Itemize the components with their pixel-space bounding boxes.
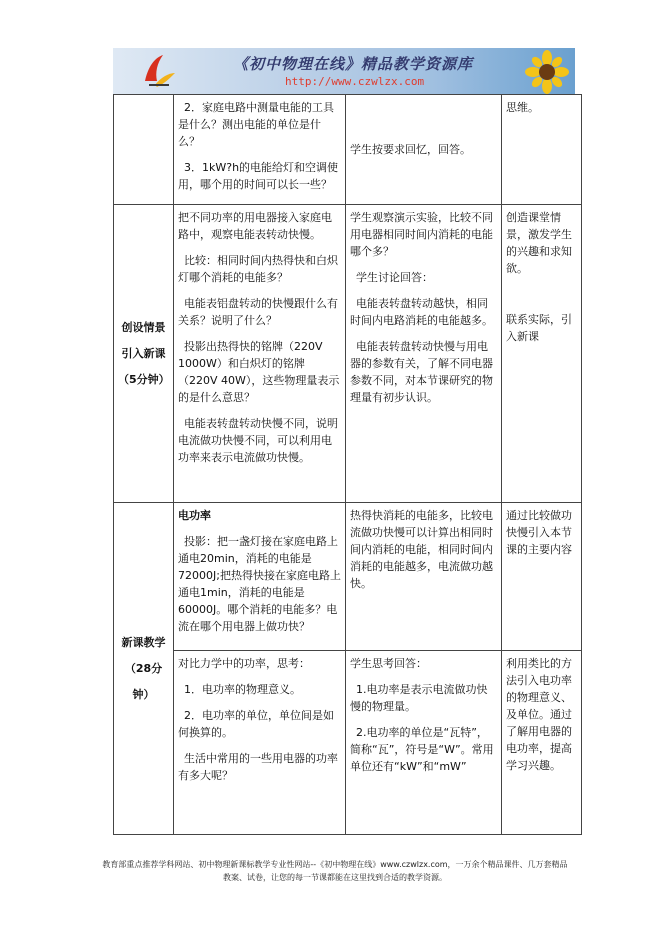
teacher-text: 投影出热得快的铭牌（220V 1000W）和白炽灯的铭牌（220V 40W），这些物理量表示的是什么意思？ <box>178 340 340 404</box>
teacher-text: 电能表转盘转动快慢不同，说明电流做功快慢不同，可以利用电功率来表示电流做功快慢。 <box>178 417 338 464</box>
student-text: 学生思考回答： <box>350 657 427 670</box>
stage-label: 新课教学 <box>121 635 166 649</box>
table-row <box>114 95 582 205</box>
teacher-text: 电能表铝盘转动的快慢跟什么有关系？说明了什么？ <box>178 297 338 327</box>
teacher-text: 2．电功率的单位，单位间是如何换算的。 <box>178 709 334 739</box>
intent-text: 创造课堂情景，激发学生的兴趣和求知欲。 <box>506 211 572 275</box>
table-row <box>114 651 582 835</box>
teacher-text: 对比力学中的功率，思考： <box>178 657 310 670</box>
teacher-activity-cell <box>174 95 346 205</box>
student-text: 学生观察演示实验，比较不同用电器相同时间内消耗的电能哪个多？ <box>350 211 493 258</box>
stage-duration: （5分钟） <box>118 372 170 386</box>
teacher-activity-cell <box>174 205 346 503</box>
site-logo-icon <box>139 51 179 91</box>
stage-cell <box>114 95 174 205</box>
teacher-text: 2．家庭电路中测量电能的工具是什么？测出电能的单位是什么？ <box>178 101 334 148</box>
teacher-text: 生活中常用的一些用电器的功率有多大呢？ <box>178 752 338 782</box>
intent-text: 思维。 <box>506 101 539 114</box>
sunflower-icon <box>525 50 569 94</box>
student-text: 电能表转盘转动快慢与用电器的参数有关，了解不同电器参数不同，对本节课研究的物理量有初步认识。 <box>350 340 493 404</box>
student-text: 2.电功率的单位是“瓦特”，简称“瓦”，符号是“W”。常用单位还有“kW”和“mW” <box>350 726 494 773</box>
banner-title: 《初中物理在线》精品教学资源库 <box>233 55 474 73</box>
design-intent-cell <box>502 205 582 503</box>
stage-duration: （28分钟） <box>124 661 163 701</box>
design-intent-cell <box>502 651 582 835</box>
banner-url[interactable]: http://www.czwlzx.com <box>285 75 425 88</box>
design-intent-cell <box>502 503 582 651</box>
student-text: 学生讨论回答： <box>356 271 433 284</box>
student-text: 热得快消耗的电能多，比较电流做功快慢可以计算出相同时间内消耗的电能，相同时间内消耗的电能越多，电流做功越快。 <box>350 509 493 590</box>
table-row <box>114 503 582 651</box>
lesson-plan-table <box>113 94 582 835</box>
teacher-text: 3．1kW?h的电能给灯和空调使用，哪个用的时间可以长一些？ <box>178 161 339 191</box>
student-activity-cell <box>346 95 502 205</box>
stage-label: 引入新课 <box>121 346 166 360</box>
section-heading: 电功率 <box>178 509 211 522</box>
teacher-text: 1．电功率的物理意义。 <box>184 683 301 696</box>
student-activity-cell <box>346 205 502 503</box>
stage-cell <box>114 205 174 503</box>
teacher-text: 把不同功率的用电器接入家庭电路中，观察电能表转动快慢。 <box>178 211 332 241</box>
intent-text: 通过比较做功快慢引入本节课的主要内容 <box>506 509 572 556</box>
student-activity-cell <box>346 503 502 651</box>
intent-text: 利用类比的方法引入电功率的物理意义、及单位。通过了解用电器的电功率，提高学习兴趣。 <box>506 657 572 772</box>
site-banner <box>113 48 575 95</box>
teacher-text: 比较：相同时间内热得快和白炽灯哪个消耗的电能多？ <box>178 254 338 284</box>
student-text: 电能表转盘转动越快，相同时间内电路消耗的电能越多。 <box>350 297 493 327</box>
student-activity-cell <box>346 651 502 835</box>
footer-text: 教育部重点推荐学科网站、初中物理新课标教学专业性网站--《初中物理在线》www.czwlzx.com，一万余个精品课件、几万套精品教案、试卷，让您的每一节课都能在这里找到合适的教学资源。 <box>102 860 568 882</box>
intent-text: 联系实际，引入新课 <box>506 313 572 343</box>
student-text: 学生按要求回忆，回答。 <box>350 143 471 156</box>
teacher-activity-cell <box>174 503 346 651</box>
design-intent-cell <box>502 95 582 205</box>
stage-label: 创设情景 <box>121 320 166 334</box>
student-text: 1.电功率是表示电流做功快慢的物理量。 <box>350 683 488 713</box>
table-row <box>114 205 582 503</box>
teacher-activity-cell <box>174 651 346 835</box>
teacher-text: 投影：把一盏灯接在家庭电路上通电20min，消耗的电能是72000J;把热得快接在家庭电路上通电1min，消耗的电能是60000J。哪个消耗的电能多？电流在哪个用电器上做功快？ <box>178 535 341 633</box>
stage-cell <box>114 503 174 835</box>
